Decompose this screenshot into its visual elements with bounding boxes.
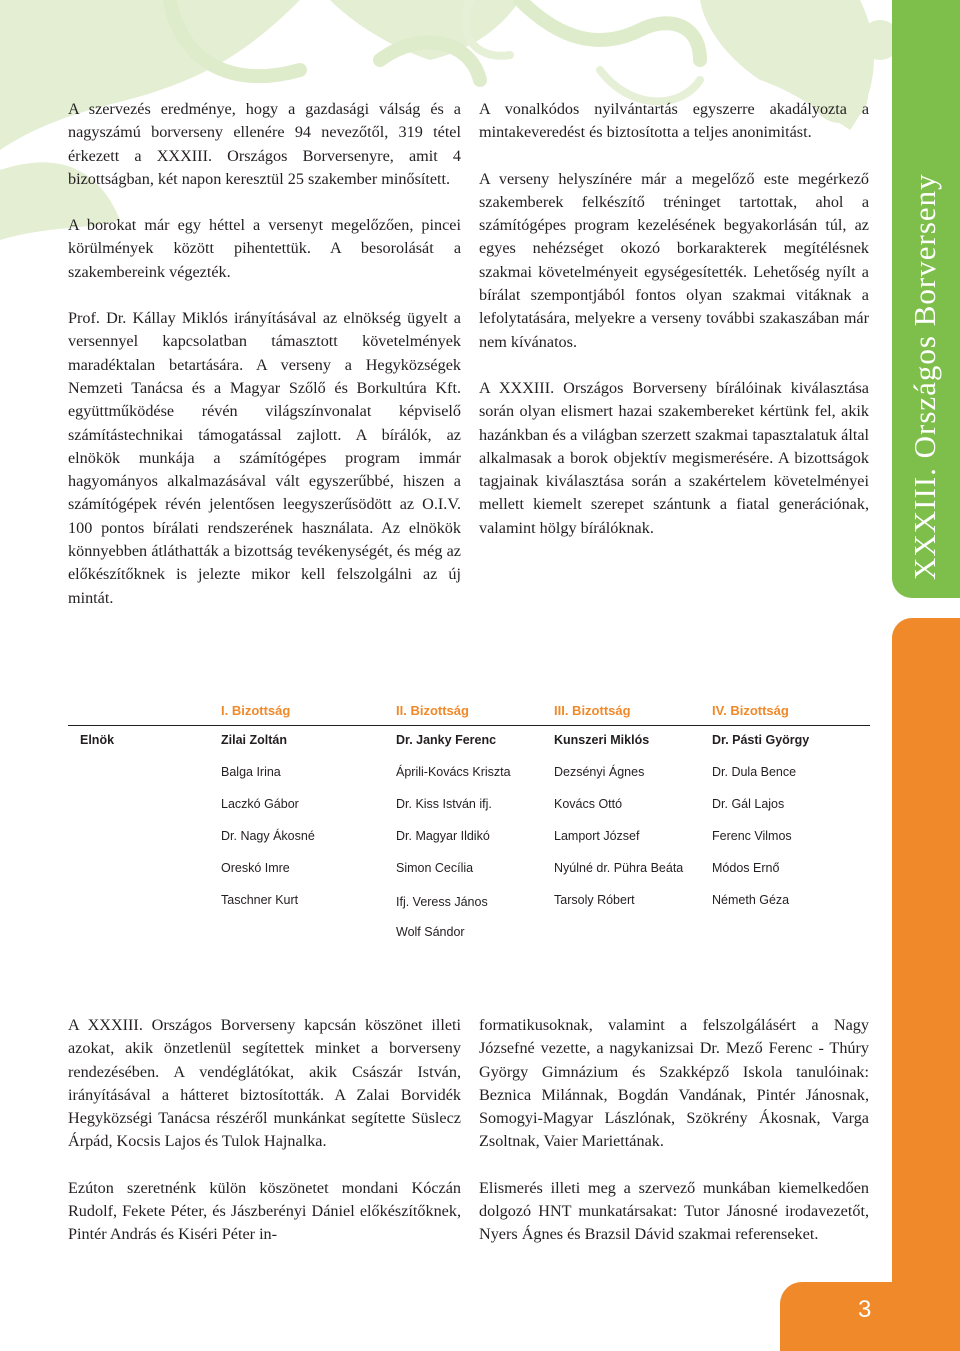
acknowledgement-column-right [479, 1014, 869, 1247]
member-name: Balga Irina [221, 765, 281, 779]
member-row [68, 861, 870, 885]
paragraph: Ezúton szeretnénk külön köszönetet mondani Kóczán Rudolf, Fekete Péter, és Jászberényi Dániel előkészítőknek, Pintér András és Kiséri Péter in- [68, 1178, 461, 1244]
member-name: Tarsoly Róbert [554, 893, 635, 907]
member-name: Taschner Kurt [221, 893, 299, 907]
chair-name: Dr. Janky Ferenc [396, 733, 497, 747]
page-number: 3 [858, 1296, 872, 1323]
member-name: Oreskó Imre [221, 861, 290, 875]
member-name: Dr. Dula Bence [712, 765, 797, 779]
commission-header: IV. Bizottság [712, 703, 789, 718]
paragraph: Elismerés illeti meg a szervező munkában kiemelkedően dolgozó HNT munkatársakat: Tutor Jánosné irodavezetőt, Nyers Ágnes és Brazsil Dávid szakmai referenseket. [479, 1178, 869, 1244]
commission-header-row [68, 703, 870, 727]
paragraph: Prof. Dr. Kállay Miklós irányításával az elnökség ügyelt a versennyel kapcsolatban támasztott követelmények maradéktalan betartására. A verseny a Hegyközségek Nemzeti Tanácsa és a Magyar Szőlő és Borkultúra Kft. együttműködése révén világszínvonalat képviselő számítástechnikai támogatással zajlott. A bírálók, az elnökök munkája a számítógépes program immár hagyományos alkalmazásával vált egyszerűbbé, hiszen a számítógépek révén jelentősen leegyszerűsödött az O.I.V. 100 pontos bírálati rendszerének használata. Az elnökök könnyebben átláthatták a bizottság tevékenységét, és még az előkészítőknek is jelezte mikor kell felszolgálni az új mintát. [68, 309, 461, 607]
chair-label: Elnök [80, 733, 115, 747]
paragraph: A vonalkódos nyilvántartás egyszerre akadályozta a mintakeveredést és biztosította a teljes anonimitást. [479, 100, 869, 142]
header-divider [68, 725, 870, 726]
member-name: Módos Ernő [712, 861, 780, 875]
chair-name: Dr. Pásti György [712, 733, 810, 747]
member-name: Ferenc Vilmos [712, 829, 792, 843]
member-name: Laczkó Gábor [221, 797, 299, 811]
member-name: Dr. Nagy Ákosné [221, 829, 315, 843]
member-name: Dr. Magyar Ildikó [396, 829, 490, 843]
intro-column-right [479, 98, 869, 540]
member-row [68, 797, 870, 821]
paragraph: A szervezés eredménye, hogy a gazdasági válság és a nagyszámú borverseny ellenére 94 nevezőtől, 319 tétel érkezett a XXXIII. Országos Borversenyre, amit 4 bizottságban, két napon keresztül 25 szakember minősített. [68, 100, 461, 188]
member-name: Dr. Kiss István ifj. [396, 797, 492, 811]
commission-header: III. Bizottság [554, 703, 631, 718]
paragraph: A XXXIII. Országos Borverseny kapcsán köszönet illeti azokat, akik önzetlenül segítettek minket a borverseny rendezésében. A vendéglátókat, akik Császár István, irányításával a hátteret biztosították. A Zalai Borvidék Hegyközségi Tanácsa részéről munkánkat segítette Süslecz Árpád, Kocsis Lajos és Tulok Hajnalka. [68, 1016, 461, 1151]
section-title: XXXIII. Országos Borverseny [907, 173, 942, 580]
member-row [68, 893, 870, 917]
member-name: Kovács Ottó [554, 797, 623, 811]
member-name: Dezsényi Ágnes [554, 765, 645, 779]
member-name: Lamport József [554, 829, 640, 843]
chair-name: Kunszeri Miklós [554, 733, 650, 747]
side-accent-bar [892, 618, 960, 1351]
member-name: Németh Géza [712, 893, 790, 907]
chair-row [68, 733, 870, 757]
intro-column-left [68, 98, 461, 610]
chair-name: Zilai Zoltán [221, 733, 287, 747]
member-row [68, 765, 870, 789]
member-name: Wolf Sándor [396, 925, 465, 939]
section-title-tab [892, 0, 960, 598]
section-title-container [907, 20, 943, 580]
commission-header: I. Bizottság [221, 703, 291, 718]
paragraph: formatikusoknak, valamint a felszolgálásért a Nagy Józsefné vezette, a nagykanizsai Dr. Mező Ferenc - Thúry György Gimnázium és Szakképző Iskola tanulóinak: Beznica Milánnak, Bogdán Vandának, Pintér Jánosnak, Somogyi-Magyar Lászlónak, Szökrény Ákosnak, Varga Zsoltnak, Vaier Mariettának. [479, 1016, 869, 1151]
commission-header: II. Bizottság [396, 703, 469, 718]
member-name: Áprili-Kovács Kriszta [396, 765, 511, 779]
member-row [68, 925, 870, 949]
paragraph: A borokat már egy héttel a versenyt megelőzően, pincei körülmények között pihentettük. A besorolását a szakembereink végezték. [68, 216, 461, 281]
page-number-tab [780, 1282, 960, 1351]
member-name: Nyúlné dr. Pühra Beáta [554, 861, 684, 875]
member-row [68, 829, 870, 853]
member-name: Dr. Gál Lajos [712, 797, 785, 811]
member-name: Ifj. Veress János [396, 895, 488, 909]
member-name: Simon Cecília [396, 861, 474, 875]
paragraph: A verseny helyszínére már a megelőző este megérkező szakemberek felkészítő tréninget tartottak, ahol a számítógépes program kezelésének begyakorlásán túl, az egyes nehézséget okozó borkarakterek megítélésnek szakmai követelményeit egységesítették. Lehetőség nyílt a bírálat szempontjából fontos olyan szakmai vitáknak a lefolytatására, melyekre a verseny további szakaszában már nem kívánatos. [479, 169, 869, 351]
paragraph: A XXXIII. Országos Borverseny bírálóinak kiválasztása során olyan elismert hazai szakembereket kértünk fel, akik hazánkban és a világban szerzett szakmai tapasztalatuk által alkalmasak a borok objektív megismerésére. A bizottságok tagjainak kiválasztása során a szakértelem követelményei mellett kiemelt szerepet szántunk a fiatal generációnak, valamint hölgy bírálóknak. [479, 378, 869, 537]
acknowledgement-column-left [68, 1014, 461, 1247]
